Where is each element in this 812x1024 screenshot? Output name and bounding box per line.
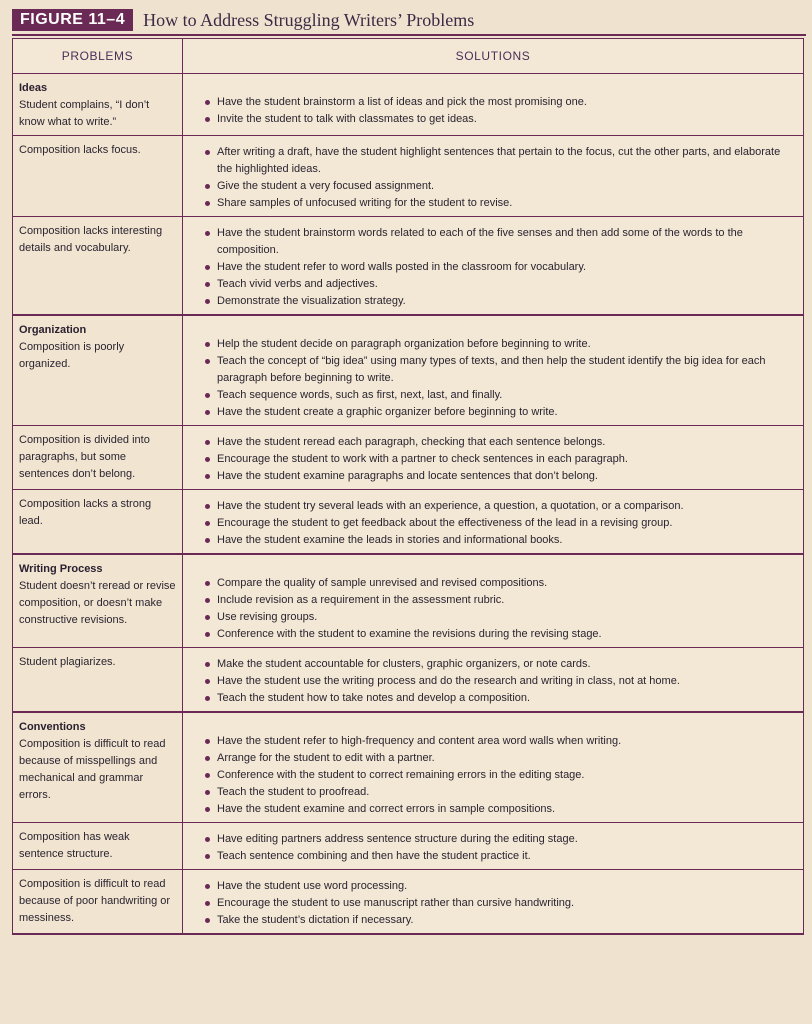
- table-row: [13, 426, 804, 490]
- solution-item: Have the student use the writing process and do the research and writing in class, not at home.: [205, 673, 793, 690]
- problem-text: Student doesn’t reread or revise composition, or doesn’t make constructive revisions.: [19, 580, 176, 626]
- problem-text: Composition is poorly organized.: [19, 341, 125, 370]
- solutions-cell: [183, 554, 804, 648]
- table-row: [13, 490, 804, 555]
- problem-cell: [13, 217, 183, 316]
- problem-cell: [13, 490, 183, 555]
- problem-text: Composition is difficult to read because of poor handwriting or messiness.: [19, 878, 171, 924]
- solution-item: Share samples of unfocused writing for the student to revise.: [205, 195, 793, 212]
- solutions-cell: [183, 136, 804, 217]
- solution-item: Teach the student to proofread.: [205, 784, 793, 801]
- problems-solutions-table: [12, 38, 804, 935]
- problem-cell: [13, 315, 183, 426]
- solution-item: Take the student’s dictation if necessary.: [205, 912, 793, 929]
- table-header-row: [13, 39, 804, 74]
- solution-item: Conference with the student to correct remaining errors in the editing stage.: [205, 767, 793, 784]
- solution-item: Include revision as a requirement in the assessment rubric.: [205, 592, 793, 609]
- solution-item: Have the student brainstorm words related to each of the five senses and then add some of the words to the composition.: [205, 225, 793, 259]
- solutions-column-header: SOLUTIONS: [183, 39, 804, 74]
- problem-text: Composition lacks a strong lead.: [19, 498, 152, 527]
- problem-cell: [13, 554, 183, 648]
- solution-item: Help the student decide on paragraph organization before beginning to write.: [205, 336, 793, 353]
- table-body: [13, 74, 804, 935]
- solution-item: Conference with the student to examine the revisions during the revising stage.: [205, 626, 793, 643]
- solutions-cell: [183, 217, 804, 316]
- solution-item: Encourage the student to work with a partner to check sentences in each paragraph.: [205, 451, 793, 468]
- table-row: [13, 315, 804, 426]
- solutions-cell: [183, 712, 804, 823]
- solutions-list: [191, 434, 793, 485]
- solution-item: Teach sentence combining and then have the student practice it.: [205, 848, 793, 865]
- solution-item: Have the student examine and correct errors in sample compositions.: [205, 801, 793, 818]
- solution-item: Compare the quality of sample unrevised and revised compositions.: [205, 575, 793, 592]
- category-heading: Conventions: [19, 721, 86, 733]
- solutions-list: [191, 831, 793, 865]
- table-row: [13, 870, 804, 935]
- solution-item: Have editing partners address sentence structure during the editing stage.: [205, 831, 793, 848]
- solutions-list: [191, 575, 793, 643]
- problem-cell: [13, 74, 183, 136]
- solution-item: Have the student create a graphic organizer before beginning to write.: [205, 404, 793, 421]
- table-row: [13, 712, 804, 823]
- solution-item: Have the student try several leads with an experience, a question, a quotation, or a comparison.: [205, 498, 793, 515]
- category-heading: Ideas: [19, 82, 48, 94]
- solutions-cell: [183, 74, 804, 136]
- solution-item: Encourage the student to get feedback about the effectiveness of the lead in a revising group.: [205, 515, 793, 532]
- problem-cell: [13, 426, 183, 490]
- solution-item: Demonstrate the visualization strategy.: [205, 293, 793, 310]
- solution-item: Have the student use word processing.: [205, 878, 793, 895]
- solutions-list: [191, 656, 793, 707]
- solutions-cell: [183, 648, 804, 713]
- figure-label: FIGURE 11–4: [12, 9, 133, 31]
- solutions-list: [191, 878, 793, 929]
- solution-item: Have the student refer to word walls posted in the classroom for vocabulary.: [205, 259, 793, 276]
- solutions-list: [191, 336, 793, 421]
- solution-item: Arrange for the student to edit with a partner.: [205, 750, 793, 767]
- problem-cell: [13, 823, 183, 870]
- problem-text: Composition lacks interesting details and vocabulary.: [19, 225, 163, 254]
- category-heading: Organization: [19, 324, 87, 336]
- solution-item: Give the student a very focused assignment.: [205, 178, 793, 195]
- solution-item: Teach sequence words, such as first, next, last, and finally.: [205, 387, 793, 404]
- solutions-list: [191, 94, 793, 128]
- solutions-cell: [183, 870, 804, 935]
- problem-text: Composition lacks focus.: [19, 144, 141, 156]
- solutions-cell: [183, 315, 804, 426]
- problem-cell: [13, 136, 183, 217]
- problem-cell: [13, 712, 183, 823]
- table-row: [13, 74, 804, 136]
- solution-item: Have the student examine the leads in stories and informational books.: [205, 532, 793, 549]
- solution-item: Have the student examine paragraphs and locate sentences that don’t belong.: [205, 468, 793, 485]
- solutions-cell: [183, 490, 804, 555]
- problem-cell: [13, 648, 183, 713]
- problems-column-header: PROBLEMS: [13, 39, 183, 74]
- figure-header: [12, 8, 474, 32]
- problem-text: Composition has weak sentence structure.: [19, 831, 130, 860]
- solution-item: Make the student accountable for clusters, graphic organizers, or note cards.: [205, 656, 793, 673]
- problem-text: Composition is difficult to read because of misspellings and mechanical and grammar errors.: [19, 738, 166, 801]
- solution-item: Have the student brainstorm a list of ideas and pick the most promising one.: [205, 94, 793, 111]
- solution-item: Encourage the student to use manuscript rather than cursive handwriting.: [205, 895, 793, 912]
- solution-item: Invite the student to talk with classmates to get ideas.: [205, 111, 793, 128]
- solution-item: Have the student refer to high-frequency and content area word walls when writing.: [205, 733, 793, 750]
- problem-text: Student plagiarizes.: [19, 656, 116, 668]
- problem-text: Composition is divided into paragraphs, but some sentences don’t belong.: [19, 434, 150, 480]
- solution-item: After writing a draft, have the student highlight sentences that pertain to the focus, cut the other parts, and elaborate the highlighted ideas.: [205, 144, 793, 178]
- solution-item: Use revising groups.: [205, 609, 793, 626]
- solution-item: Teach the student how to take notes and develop a composition.: [205, 690, 793, 707]
- table-row: [13, 136, 804, 217]
- title-rule: [12, 34, 806, 36]
- solution-item: Teach vivid verbs and adjectives.: [205, 276, 793, 293]
- figure-title: How to Address Struggling Writers’ Problems: [143, 9, 475, 30]
- solutions-list: [191, 225, 793, 310]
- problem-cell: [13, 870, 183, 935]
- solutions-list: [191, 733, 793, 818]
- solutions-list: [191, 498, 793, 549]
- solutions-cell: [183, 426, 804, 490]
- solutions-list: [191, 144, 793, 212]
- solution-item: Teach the concept of “big idea” using many types of texts, and then help the student identify the big idea for each paragraph before beginning to write.: [205, 353, 793, 387]
- table-row: [13, 823, 804, 870]
- category-heading: Writing Process: [19, 563, 103, 575]
- solution-item: Have the student reread each paragraph, checking that each sentence belongs.: [205, 434, 793, 451]
- table-row: [13, 217, 804, 316]
- table-row: [13, 648, 804, 713]
- problem-text: Student complains, “I don’t know what to write.”: [19, 99, 150, 128]
- solutions-cell: [183, 823, 804, 870]
- table-row: [13, 554, 804, 648]
